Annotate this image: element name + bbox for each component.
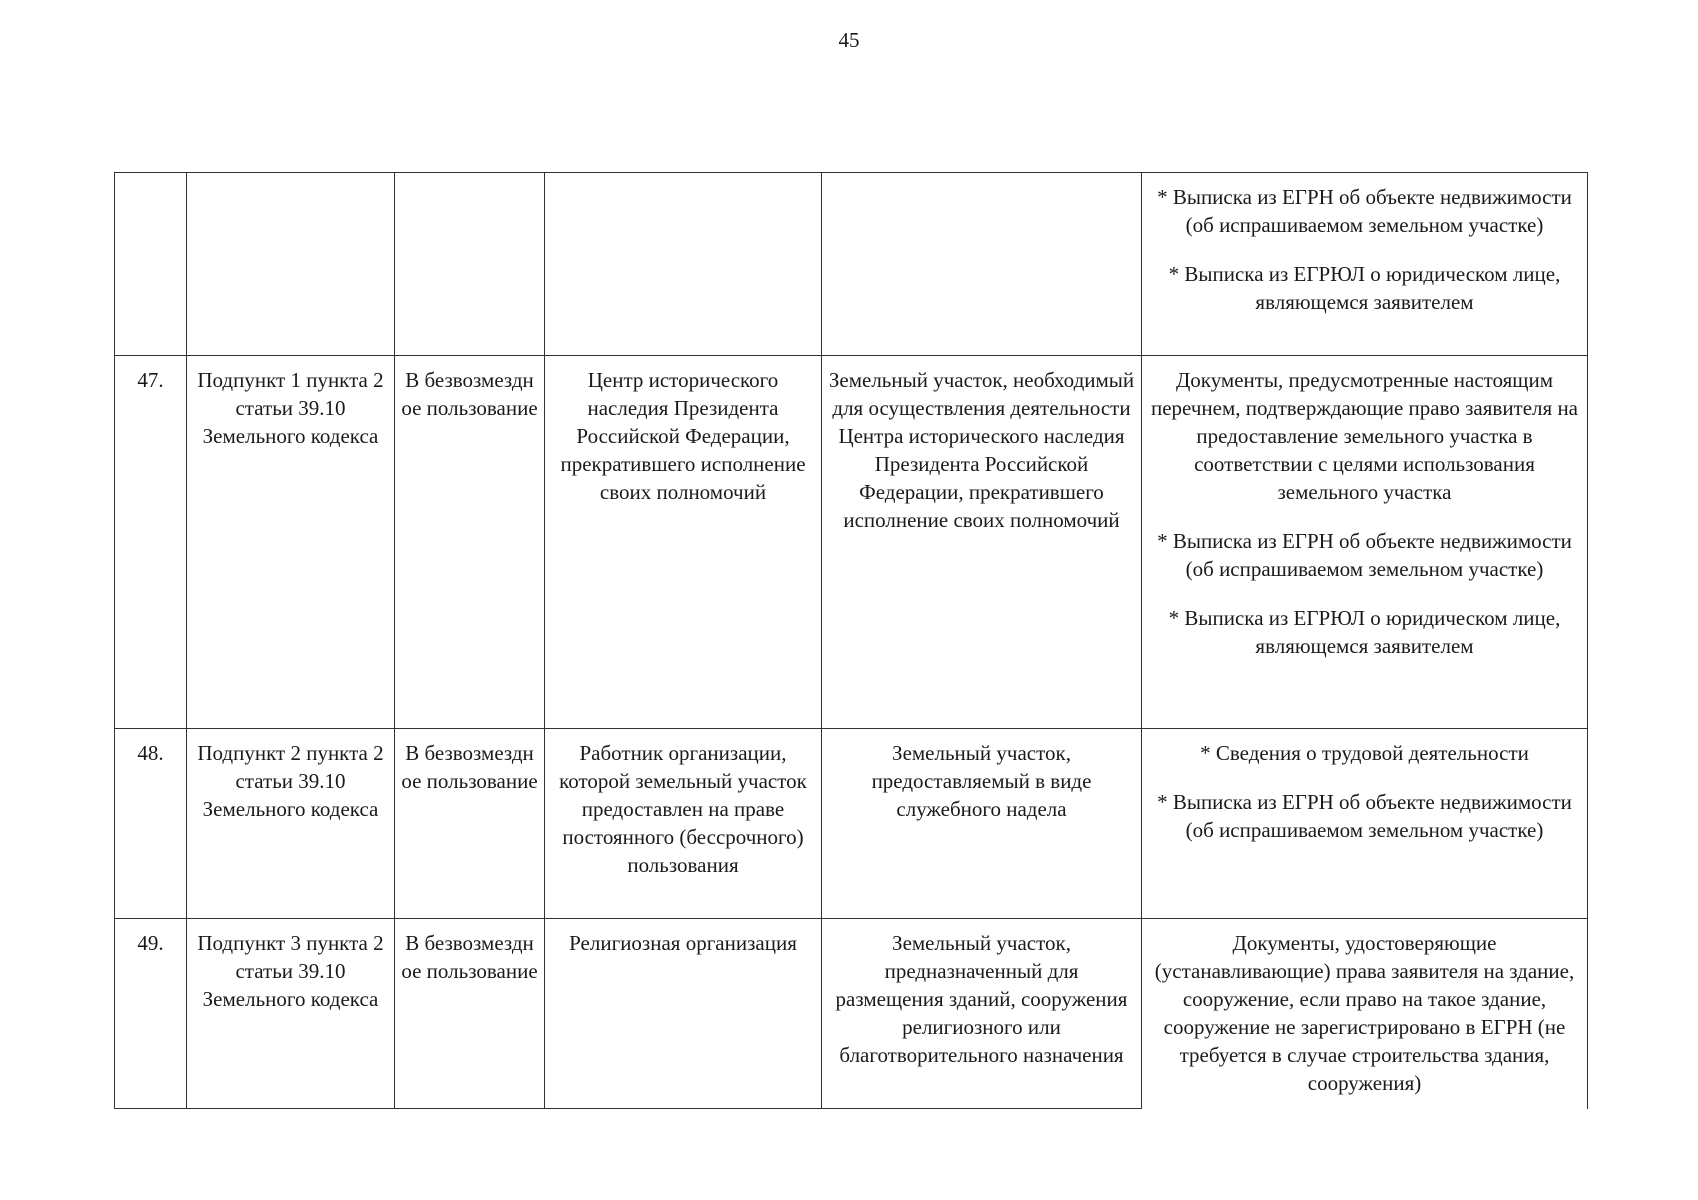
basis-cell	[187, 173, 395, 356]
table-row-48	[115, 729, 1588, 919]
table-row-49	[115, 919, 1588, 1109]
applicant-cell: Центр исторического наследия Президента Российской Федерации, прекратившего исполнение своих полномочий	[545, 356, 822, 729]
land-plot-cell: Земельный участок, предоставляемый в виде служебного надела	[822, 729, 1142, 919]
documents-cell	[1142, 729, 1588, 919]
documents-cell	[1142, 356, 1588, 729]
row-number-cell: 47.	[115, 356, 187, 729]
row-number-cell	[115, 173, 187, 356]
right-type-cell	[395, 173, 545, 356]
page-number: 45	[838, 28, 860, 52]
documents-cell	[1142, 173, 1588, 356]
document-item: * Выписка из ЕГРН об объекте недвижимости (об испрашиваемом земельном участке)	[1157, 529, 1572, 581]
table-row-continued	[115, 173, 1588, 356]
row-number-cell: 49.	[115, 919, 187, 1109]
document-item: * Выписка из ЕГРН об объекте недвижимости (об испрашиваемом земельном участке)	[1157, 790, 1572, 842]
document-item: * Выписка из ЕГРЮЛ о юридическом лице, являющемся заявителем	[1168, 606, 1561, 658]
table-row-47	[115, 356, 1588, 729]
right-type-cell: В безвозмездн ое пользование	[395, 356, 545, 729]
row-number-cell: 48.	[115, 729, 187, 919]
right-type-cell: В безвозмездн ое пользование	[395, 729, 545, 919]
documents-cell	[1142, 919, 1588, 1109]
document-item: Документы, удостоверяющие (устанавливающие) права заявителя на здание, сооружение, если право на такое здание, сооружение не зарегистрировано в ЕГРН (не требуется в случае строительства здания, сооружения)	[1154, 931, 1575, 1095]
right-type-cell: В безвозмездн ое пользование	[395, 919, 545, 1109]
land-plot-cell: Земельный участок, предназначенный для размещения зданий, сооружения религиозного или благотворительного назначения	[822, 919, 1142, 1109]
documents-table	[114, 172, 1588, 1109]
applicant-cell: Религиозная организация	[545, 919, 822, 1109]
basis-cell: Подпункт 2 пункта 2 статьи 39.10 Земельного кодекса	[187, 729, 395, 919]
basis-cell: Подпункт 3 пункта 2 статьи 39.10 Земельного кодекса	[187, 919, 395, 1109]
basis-cell: Подпункт 1 пункта 2 статьи 39.10 Земельного кодекса	[187, 356, 395, 729]
document-item: * Выписка из ЕГРЮЛ о юридическом лице, являющемся заявителем	[1168, 262, 1561, 314]
land-plot-cell: Земельный участок, необходимый для осуществления деятельности Центра исторического наследия Президента Российской Федерации, прекратившего исполнение своих полномочий	[822, 356, 1142, 729]
document-item: * Сведения о трудовой деятельности	[1200, 741, 1529, 765]
document-item: * Выписка из ЕГРН об объекте недвижимости (об испрашиваемом земельном участке)	[1157, 185, 1572, 237]
land-plot-cell	[822, 173, 1142, 356]
applicant-cell: Работник организации, которой земельный участок предоставлен на праве постоянного (бессрочного) пользования	[545, 729, 822, 919]
document-item: Документы, предусмотренные настоящим перечнем, подтверждающие право заявителя на предоставление земельного участка в соответствии с целями использования земельного участка	[1150, 368, 1578, 504]
applicant-cell	[545, 173, 822, 356]
